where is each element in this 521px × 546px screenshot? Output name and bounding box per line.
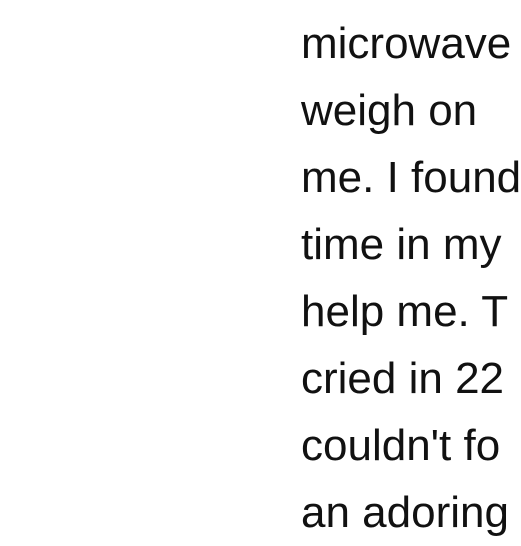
text-line: an adoring xyxy=(301,488,509,537)
text-line: weigh on xyxy=(301,86,478,135)
text-line: microwave xyxy=(301,19,512,68)
text-line: help me. T xyxy=(301,287,509,336)
text-line: me. I found xyxy=(301,153,521,202)
text-line: time in my xyxy=(301,220,502,269)
text-line: cried in 22 xyxy=(301,354,505,403)
text-line: couldn't fo xyxy=(301,421,501,470)
text-column xyxy=(301,10,521,546)
